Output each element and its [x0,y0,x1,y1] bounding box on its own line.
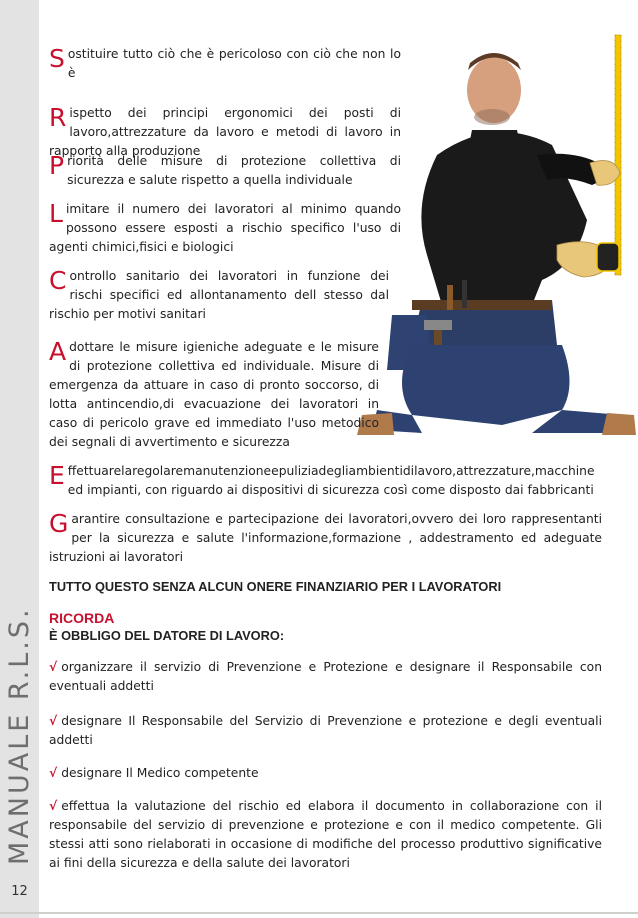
obligation-item [49,764,602,783]
manual-title: MANUALE R.L.S. [4,606,35,865]
drop-cap: S [49,44,65,73]
obligation-text: designare Il Medico competente [61,766,259,780]
principle-text: dottare le misure igieniche adeguate e le misure di protezione collettiva ed individuale. Misure di emergenza da attuare in caso di pronto soccorso, di lotta antincendio,di evacuazione dei lavoratori in caso di pericolo grave ed immediato l'uso metodico dei segnali di avvertimento e sicurezza [49,340,379,449]
principle-text: ffettuarelaregolaremanutenzioneepuliziadegliambientidilavoro,attrezzature,macchine ed impianti, con riguardo ai dispositivi di sicurezza così come disposto dai fabbricanti [67,464,595,497]
principle-A [49,338,379,452]
ricorda-title: RICORDA [49,610,115,626]
obligation-item [49,658,602,696]
principle-text: ontrollo sanitario dei lavoratori in funzione dei rischi specifici ed allontanamento dell stesso dal rischio per motivi sanitari [49,269,389,321]
principle-C [49,267,389,324]
drop-cap: G [49,509,69,538]
principle-L [49,200,401,257]
principle-text: riorità delle misure di protezione collettiva di sicurezza e salute rispetto a quella individuale [67,154,401,187]
principle-text: ispetto dei principi ergonomici dei posti di lavoro,attrezzature da lavoro e metodi di lavoro in rapporto alla produzione [49,106,401,158]
principle-text: ostituire tutto ciò che è pericoloso con ciò che non lo è [67,47,401,80]
drop-cap: L [49,199,63,228]
obligation-item [49,797,602,873]
drop-cap: C [49,266,67,295]
ricorda-subtitle: È OBBLIGO DEL DATORE DI LAVORO: [49,628,285,643]
principles-list [49,45,401,83]
principle-P [49,152,401,190]
principle-text: imitare il numero dei lavoratori al minimo quando possono essere esposti a rischio specifico l'uso di agenti chimici,fisici e biologici [49,202,401,254]
page-number: 12 [11,884,28,899]
no-cost-notice: TUTTO QUESTO SENZA ALCUN ONERE FINANZIARIO PER I LAVORATORI [49,579,502,594]
drop-cap: A [49,337,67,366]
check-icon: √ [49,799,58,813]
obligation-text: organizzare il servizio di Prevenzione e Protezione e designare il Responsabile con eventuali addetti [49,660,602,693]
principle-G [49,510,602,567]
obligation-text: effettua la valutazione del rischio ed elabora il documento in collaborazione con il responsabile del servizio di prevenzione e protezione e con il medico competente. Gli stessi atti sono rielaborati in occasione di modifiche del processo produttivo significative ai fini della sicurezza e della salute dei lavoratori [49,799,602,870]
drop-cap: R [49,103,67,132]
obligation-item [49,712,602,750]
principle-S [49,45,401,83]
principle-text: arantire consultazione e partecipazione dei lavoratori,ovvero dei loro rappresentanti per la sicurezza e salute l'informazione,formazione , addestramento ed adeguate istruzioni ai lavoratori [49,512,602,564]
check-icon: √ [49,660,58,674]
principle-E [49,462,602,500]
obligation-text: designare Il Responsabile del Servizio di Prevenzione e protezione e degli eventuali addetti [49,714,602,747]
drop-cap: P [49,151,65,180]
bottom-rule [0,912,638,914]
check-icon: √ [49,766,58,780]
drop-cap: E [49,461,65,490]
check-icon: √ [49,714,58,728]
